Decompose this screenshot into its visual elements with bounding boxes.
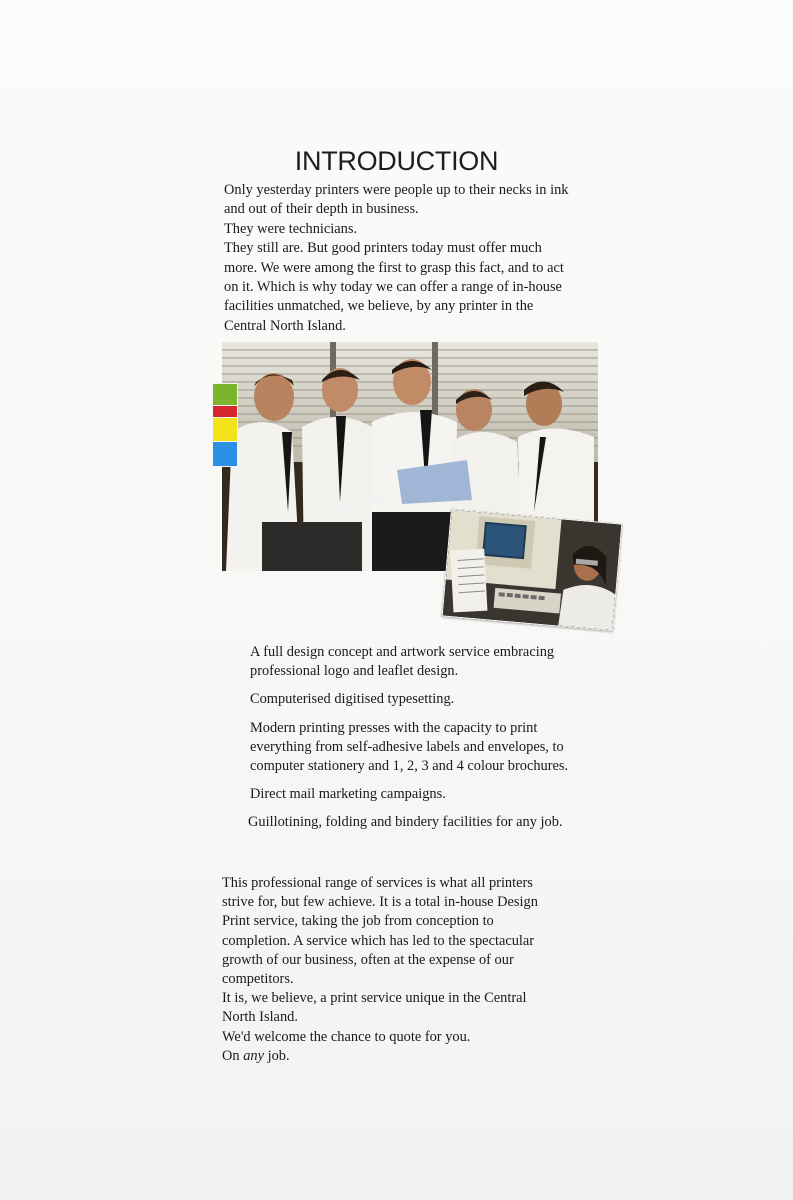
service-item: Computerised digitised typesetting. (250, 691, 455, 708)
intro-paragraph: They still are. But good printers today must offer much more. We were among the first to grasp this fact, and to act on it. Which is why today we can offer a range of in-house facilities unmatched, we believe, by any printer in the Central North Island. (224, 240, 564, 334)
closing-emphasis: any (243, 1047, 264, 1064)
closing-line (222, 1047, 562, 1066)
outro-text (222, 874, 562, 1066)
color-swatch-yellow (212, 417, 238, 442)
service-item: Guillotining, folding and bindery facilities for any job. (248, 814, 563, 831)
outro-paragraph: We'd welcome the chance to quote for you. (222, 1028, 471, 1045)
service-item: Direct mail marketing campaigns. (250, 786, 446, 803)
closing-prefix: On (222, 1047, 244, 1064)
outro-paragraph: It is, we believe, a print service unique in the Central North Island. (222, 990, 527, 1026)
page-title: INTRODUCTION (294, 146, 499, 177)
intro-paragraph: They were technicians. (224, 220, 358, 237)
service-item: A full design concept and artwork service embracing professional logo and leaflet design. (250, 644, 555, 680)
intro-text (224, 181, 574, 336)
intro-paragraph: Only yesterday printers were people up to their necks in ink and out of their depth in business. (224, 182, 569, 218)
closing-suffix: job. (263, 1047, 290, 1064)
service-item: Modern printing presses with the capacity to print everything from self-adhesive labels and envelopes, to computer stationery and 1, 2, 3 and 4 colour brochures. (250, 719, 569, 775)
color-swatch-green (212, 383, 238, 406)
color-swatch-blue (212, 441, 238, 467)
outro-paragraph: This professional range of services is what all printers strive for, but few achieve. It is a total in-house Design Print service, taking the job from conception to completion. A service which has led to the spectacular growth of our business, often at the expense of our competitors. (222, 875, 538, 988)
computer-operator-photo (442, 509, 623, 632)
services-list (250, 643, 570, 842)
